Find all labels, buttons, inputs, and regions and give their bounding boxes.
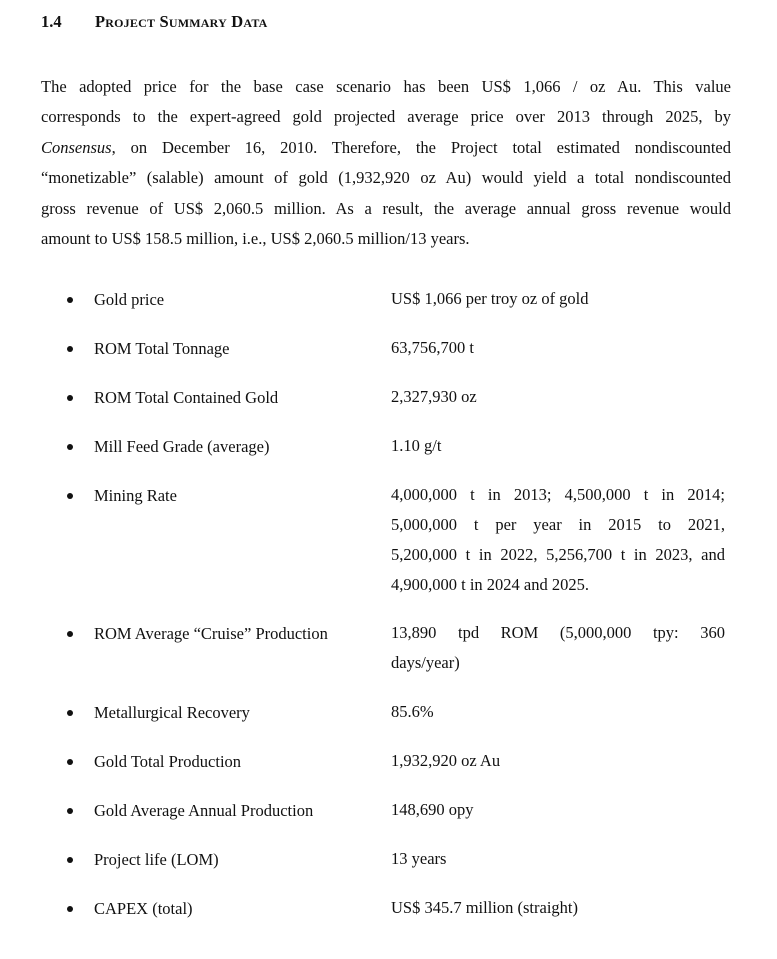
item-label: Mill Feed Grade (average) (94, 437, 270, 456)
item-label: ROM Total Tonnage (94, 339, 230, 358)
item-label: Metallurgical Recovery (94, 703, 250, 722)
section-heading (41, 12, 268, 32)
bullet-icon (67, 759, 73, 765)
item-value-line: US$ 345.7 million (straight) (391, 898, 578, 917)
item-value-line: 5,000,000 t per year in 2015 to 2021, (391, 515, 725, 534)
paragraph-line-rest: , on December 16, 2010. Therefore, the Project total estimated nondiscounted (111, 137, 731, 157)
item-label: Project life (LOM) (94, 850, 219, 869)
item-value-line: 2,327,930 oz (391, 387, 477, 406)
item-value-line: 4,000,000 t in 2013; 4,500,000 t in 2014; (391, 485, 725, 504)
item-value-line: 85.6% (391, 702, 434, 721)
item-value-line: 1.10 g/t (391, 436, 442, 455)
bullet-icon (67, 346, 73, 352)
paragraph-line: “monetizable” (salable) amount of gold (1,932,920 oz Au) would yield a total nondiscounted (41, 168, 731, 188)
bullet-icon (67, 631, 73, 637)
item-label: Gold Total Production (94, 752, 242, 771)
item-value (391, 795, 725, 825)
item-value-line: 63,756,700 t (391, 338, 474, 357)
item-value (391, 618, 725, 678)
item-label: Gold Average Annual Production (94, 801, 314, 820)
bullet-icon (67, 906, 73, 912)
section-number: 1.4 (41, 12, 62, 31)
paragraph-line: gross revenue of US$ 2,060.5 million. As a result, the average annual gross revenue would (41, 198, 731, 218)
bullet-icon (67, 857, 73, 863)
item-value (391, 382, 725, 412)
item-value (391, 333, 725, 363)
item-value (391, 284, 725, 314)
item-value (391, 844, 725, 874)
paragraph-line: The adopted price for the base case scenario has been US$ 1,066 / oz Au. This value (41, 77, 731, 96)
bullet-icon (67, 444, 73, 450)
item-value (391, 697, 725, 727)
item-value (391, 480, 725, 600)
item-value (391, 893, 725, 923)
bullet-icon (67, 710, 73, 716)
item-label: ROM Total Contained Gold (94, 388, 279, 407)
item-value (391, 746, 725, 776)
item-value-line: 13,890 tpd ROM (5,000,000 tpy: 360 (391, 623, 725, 642)
bullet-icon (67, 395, 73, 401)
item-value-line: US$ 1,066 per troy oz of gold (391, 289, 589, 308)
item-label: Mining Rate (94, 486, 177, 505)
item-value (391, 431, 725, 461)
item-value-line: 1,932,920 oz Au (391, 751, 501, 770)
item-label: Gold price (94, 290, 165, 309)
item-value-line: 5,200,000 t in 2022, 5,256,700 t in 2023, and (391, 545, 725, 564)
bullet-icon (67, 297, 73, 303)
item-value-line: 4,900,000 t in 2024 and 2025. (391, 575, 589, 594)
section-title: Project Summary Data (95, 12, 268, 31)
item-label: CAPEX (total) (94, 899, 193, 918)
item-label: ROM Average “Cruise” Production (94, 624, 328, 643)
paragraph-line: amount to US$ 158.5 million, i.e., US$ 2,060.5 million/13 years. (41, 229, 470, 249)
paragraph-line: corresponds to the expert-agreed gold projected average price over 2013 through 2025, by (41, 107, 731, 127)
bullet-icon (67, 493, 73, 499)
item-value-line: 13 years (391, 849, 447, 868)
item-value-line: days/year) (391, 653, 460, 672)
source-name: Consensus (41, 137, 112, 157)
bullet-icon (67, 808, 73, 814)
summary-paragraph (41, 72, 731, 254)
item-value-line: 148,690 opy (391, 800, 474, 819)
paragraph-line (41, 133, 731, 163)
